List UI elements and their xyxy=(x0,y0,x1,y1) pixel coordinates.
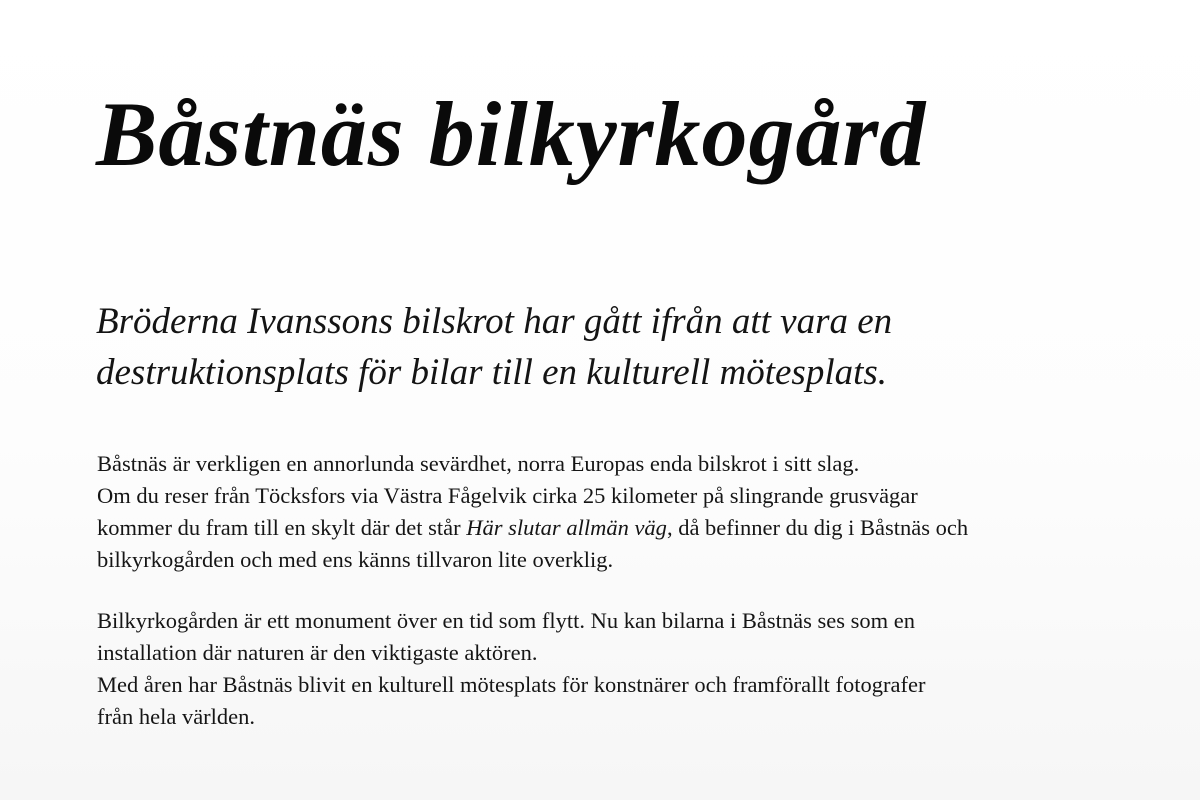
lead-paragraph xyxy=(96,296,1096,398)
page-title: Båstnäs bilkyrkogård xyxy=(96,83,927,185)
paragraph-1-line-1: Båstnäs är verkligen en annorlunda sevärdhet, norra Europas enda bilskrot i sitt slag. xyxy=(97,451,860,476)
body-paragraph-1 xyxy=(97,448,1157,576)
paragraph-1-line-3 xyxy=(97,512,1157,544)
paragraph-1-line-3-start: kommer du fram till en skylt där det står xyxy=(97,515,467,540)
paragraph-1-line-4: bilkyrkogården och med ens känns tillvaron lite overklig. xyxy=(97,547,614,572)
paragraph-2-line-2: installation där naturen är den viktigaste aktören. xyxy=(97,640,538,665)
lead-line-1: Bröderna Ivanssons bilskrot har gått ifrån att vara en xyxy=(96,301,893,342)
road-sign-quote: Här slutar allmän väg xyxy=(466,515,667,540)
body-paragraph-2 xyxy=(97,605,1157,733)
lead-line-2: destruktionsplats för bilar till en kulturell mötesplats. xyxy=(96,352,888,393)
paragraph-2-line-3: Med åren har Båstnäs blivit en kulturell mötesplats för konstnärer och framförallt fotografer xyxy=(97,672,926,697)
paragraph-1-line-2: Om du reser från Töcksfors via Västra Fågelvik cirka 25 kilometer på slingrande grusvägar xyxy=(97,483,918,508)
paragraph-2-line-4: från hela världen. xyxy=(97,704,256,729)
paragraph-2-line-1: Bilkyrkogården är ett monument över en tid som flytt. Nu kan bilarna i Båstnäs ses som en xyxy=(97,608,915,633)
paragraph-1-line-3-end: , då befinner du dig i Båstnäs och xyxy=(666,515,969,540)
